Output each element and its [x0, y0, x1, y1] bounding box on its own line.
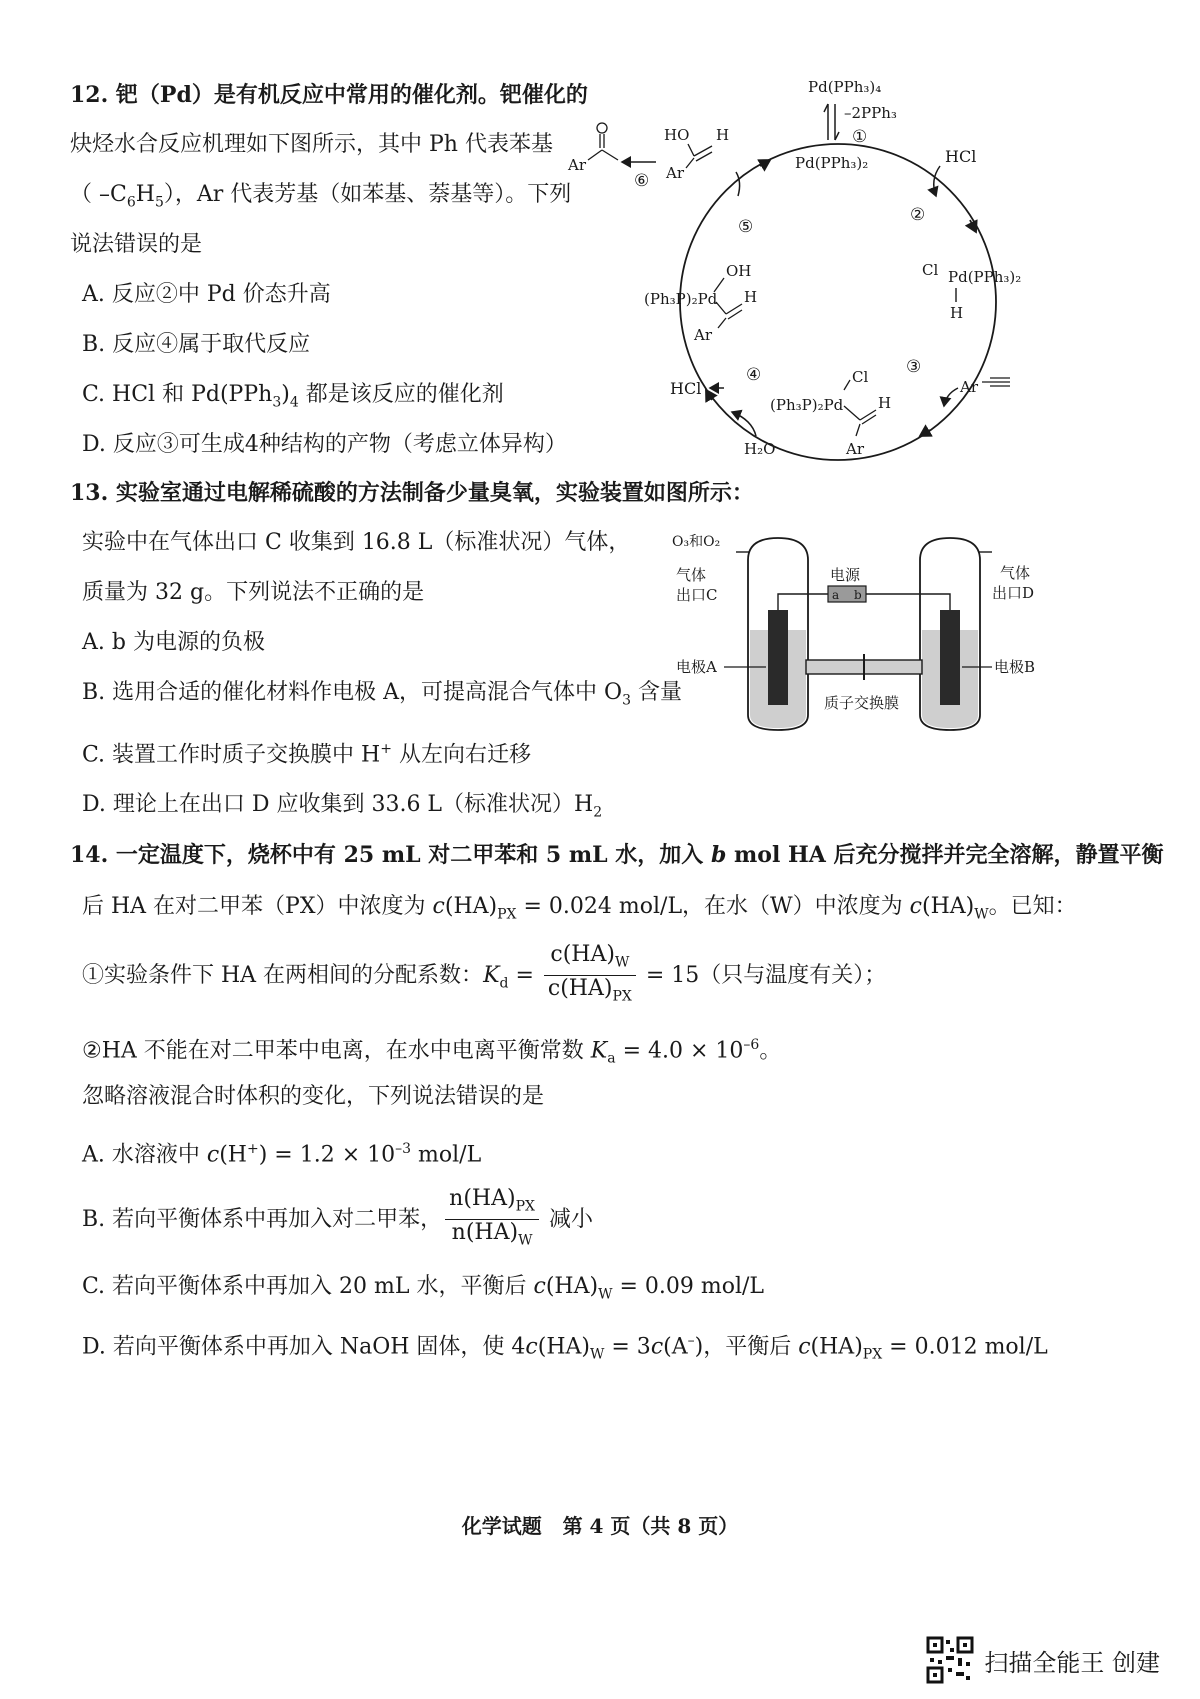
complex4-pd: (Ph₃P)₂Pd — [644, 290, 718, 308]
page-footer: 化学试题 第 4 页（共 8 页） — [461, 1514, 739, 1538]
step-5-label: ⑤ — [738, 217, 754, 237]
q13-option-d: D. 理论上在出口 D 应收集到 33.6 L（标准状况）$H_2$ — [82, 792, 603, 821]
hcl-product: HCl — [670, 379, 702, 398]
step-1-label: ① — [852, 127, 868, 147]
q12-mechanism-diagram — [560, 70, 1120, 490]
pd-pph3-2-complex: Pd(PPh₃)₂ — [948, 268, 1022, 286]
enol-ar: Ar — [666, 164, 685, 182]
enol-h: H — [716, 126, 730, 144]
membrane-label: 质子交换膜 — [824, 694, 900, 712]
ratio-fraction: $\frac{n(HA)_{PX}}{n(HA)_W}$ — [445, 1186, 539, 1254]
q13-line-3: 质量为 32 g。下列说法不正确的是 — [82, 580, 425, 605]
pd-pph3-2: Pd(PPh₃)₂ — [795, 154, 869, 172]
terminal-a: a — [832, 588, 840, 602]
q14-ignore-line: 忽略溶液混合时体积的变化，下列说法错误的是 — [82, 1084, 545, 1109]
q14-option-b: B. 若向平衡体系中再加入对二甲苯， $\frac{n(HA)_{PX}}{n(HA)_W}$ 减小 — [82, 1186, 593, 1254]
hcl-reactant: HCl — [945, 147, 977, 166]
h-label: H — [950, 304, 964, 322]
q14-condition-1: ①实验条件下 HA 在两相间的分配系数：$K_d$ = $\frac{c(HA)_W}{c(HA)_{PX}}$ = 15（只与温度有关）； — [82, 942, 886, 1013]
q13-option-c: C. 装置工作时质子交换膜中 H+ 从左向右迁移 — [82, 741, 531, 768]
q12-line-1: 12. 钯（Pd）是有机反应中常用的催化剂。钯催化的 — [70, 82, 588, 108]
q14-option-c: C. 若向平衡体系中再加入 20 mL 水，平衡后 $c(HA)_W = 0.09$ mol/L — [82, 1274, 765, 1303]
complex4-ar: Ar — [694, 326, 713, 344]
watermark-text: 扫描全能王 创建 — [984, 1648, 1160, 1677]
terminal-b: b — [854, 588, 862, 602]
electrode-a-label: 电极A — [676, 658, 717, 676]
q12-option-c: C. HCl 和 $Pd(PPh_3)_4$ 都是该反应的催化剂 — [82, 382, 504, 411]
minus-2pph3: –2PPh₃ — [844, 104, 897, 122]
outlet-c-label-1: 气体 — [676, 566, 707, 584]
complex3-cl: Cl — [852, 368, 869, 386]
q13-electrolysis-diagram — [672, 530, 1090, 735]
q13-option-a: A. b 为电源的负极 — [82, 630, 265, 655]
complex3-h: H — [878, 394, 892, 412]
complex3-pd: (Ph₃P)₂Pd — [770, 396, 844, 414]
q14-option-d: D. 若向平衡体系中再加入 NaOH 固体，使 $4c(HA)_W = 3c(A^-)$，平衡后 $c(HA)_{PX} = 0.012$ mol/L — [82, 1333, 1048, 1363]
oh-label: OH — [726, 262, 752, 280]
step-3-label: ③ — [906, 357, 922, 377]
q14-line-1: 14. 一定温度下，烧杯中有 25 mL 对二甲苯和 5 mL 水，加入 b mol HA 后充分搅拌并完全溶解，静置平衡 — [70, 842, 1164, 868]
enol-ho: HO — [664, 126, 690, 144]
arrow-step3 — [920, 430, 930, 436]
q14-line-2: 后 HA 在对二甲苯（PX）中浓度为 $c(HA)_{PX} = 0.024$ mol/L，在水（W）中浓度为 $c(HA)_W$。已知： — [82, 894, 1077, 923]
o3-o2-label: O₃和O₂ — [672, 534, 721, 550]
ketone-ar: Ar — [568, 156, 587, 174]
cl-label: Cl — [922, 261, 939, 279]
qr-code-icon — [926, 1636, 974, 1684]
step-2-label: ② — [910, 205, 926, 225]
q13-line-2: 实验中在气体出口 C 收集到 16.8 L（标准状况）气体， — [82, 530, 631, 555]
scanner-watermark — [926, 1636, 1160, 1684]
pd-pph3-4: Pd(PPh₃)₄ — [808, 78, 882, 96]
q12-line-2: 炔烃水合反应机理如下图所示，其中 Ph 代表苯基 — [70, 132, 553, 157]
q12-line-4: 说法错误的是 — [70, 232, 203, 257]
step-6-label: ⑥ — [634, 171, 650, 191]
h2o-reactant: H₂O — [744, 440, 776, 458]
q14-option-a: A. 水溶液中 $c(H^+) = 1.2 \times 10^{-3}$ mol/L — [82, 1141, 482, 1168]
step-4-label: ④ — [746, 365, 762, 385]
electrode-b-label: 电极B — [994, 658, 1036, 676]
outlet-d-label-2: 出口D — [992, 584, 1035, 602]
complex4-h: H — [744, 288, 758, 306]
q12-line-3: （ $-C_6H_5$），Ar 代表芳基（如苯基、萘基等）。下列 — [70, 182, 572, 211]
partition-coefficient-fraction: $\frac{c(HA)_W}{c(HA)_{PX}}$ — [544, 942, 636, 1010]
ar-alkyne: Ar — [960, 378, 979, 396]
q12-option-d: D. 反应③可生成4种结构的产物（考虑立体异构） — [82, 432, 567, 457]
outlet-c-label-2: 出口C — [676, 586, 718, 604]
outlet-d-label-1: 气体 — [1000, 564, 1031, 582]
q12-option-a: A. 反应②中 Pd 价态升高 — [82, 282, 331, 307]
electrode-a — [768, 610, 788, 705]
power-label: 电源 — [830, 566, 861, 584]
complex3-ar: Ar — [846, 440, 865, 458]
q12-option-b: B. 反应④属于取代反应 — [82, 332, 311, 357]
q13-option-b: B. 选用合适的催化材料作电极 A，可提高混合气体中 $O_3$ 含量 — [82, 680, 682, 709]
electrode-b — [940, 610, 960, 705]
q14-condition-2: ②HA 不能在对二甲苯中电离，在水中电离平衡常数 $K_a = 4.0 \times 10^{-6}$。 — [82, 1037, 782, 1067]
q13-line-1: 13. 实验室通过电解稀硫酸的方法制备少量臭氧，实验装置如图所示： — [70, 480, 754, 506]
